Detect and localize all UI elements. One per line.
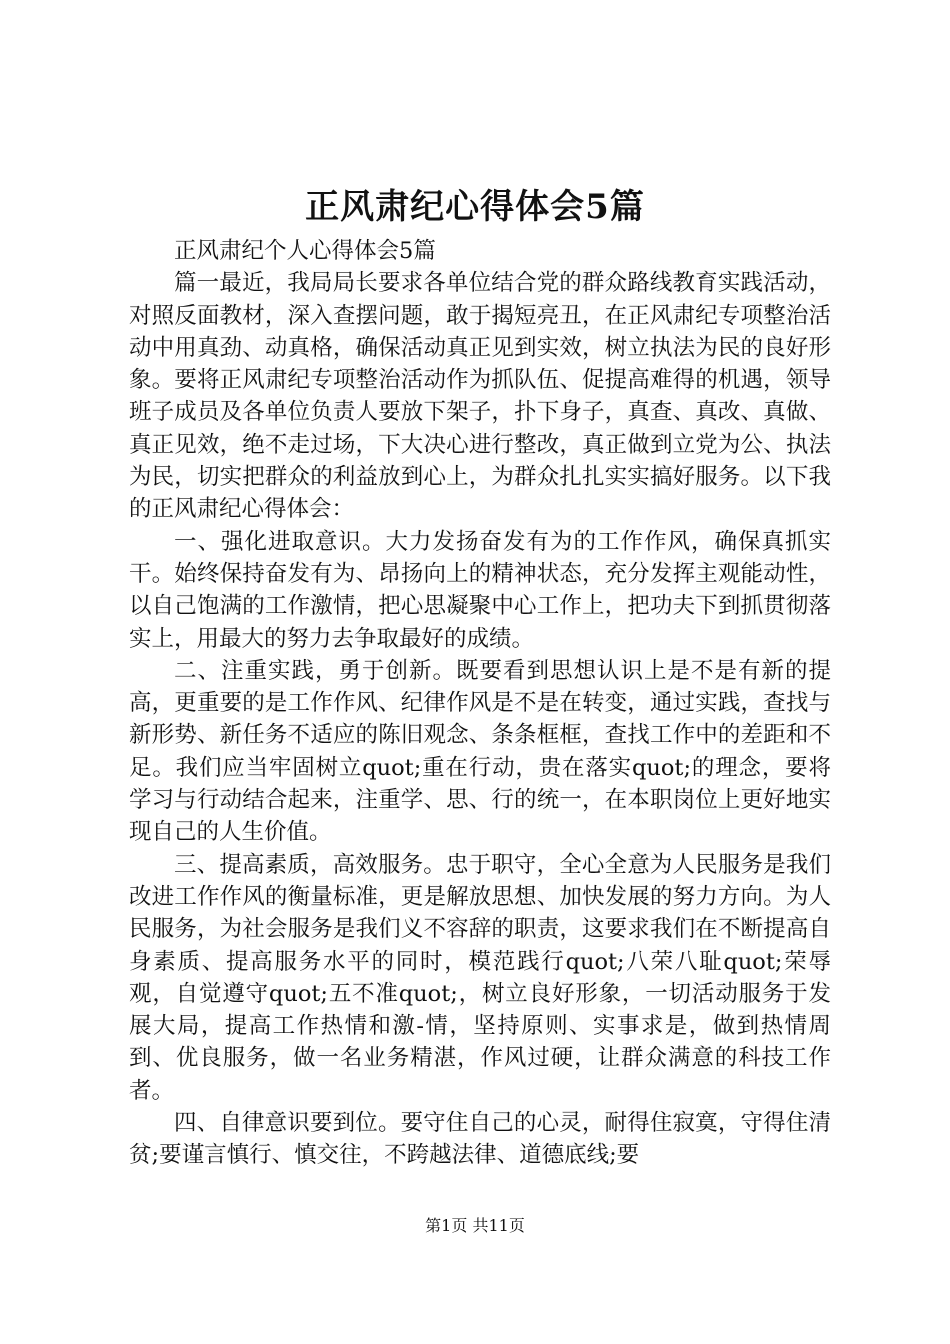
- paragraph-section-1: 一、强化进取意识。大力发扬奋发有为的工作作风，确保真抓实干。始终保持奋发有为、昂扬向上的精神状态，充分发挥主观能动性，以自己饱满的工作激情，把心思凝聚中心工作上，把功夫下到抓贯彻落实上，用最大的努力去争取最好的成绩。: [129, 528, 831, 652]
- paragraph-section-2: 二、注重实践，勇于创新。既要看到思想认识上是不是有新的提高，更重要的是工作作风、纪律作风是不是在转变，通过实践，查找与新形势、新任务不适应的陈旧观念、条条框框，查找工作中的差距和不足。我们应当牢固树立quot;重在行动，贵在落实quot;的理念，要将学习与行动结合起来，注重学、思、行的统一，在本职岗位上更好地实现自己的人生价值。: [129, 657, 831, 846]
- paragraph-section-3: 三、提高素质，高效服务。忠于职守，全心全意为人民服务是我们改进工作作风的衡量标准，更是解放思想、加快发展的努力方向。为人民服务，为社会服务是我们义不容辞的职责，这要求我们在不断提高自身素质、提高服务水平的同时，模范践行quot;八荣八耻quot;荣辱观，自觉遵守quot;五不准quot;，树立良好形象，一切活动服务于发展大局，提高工作热情和激-情，坚持原则、实事求是，做到热情周到、优良服务，做一名业务精湛，作风过硬，让群众满意的科技工作者。: [129, 851, 831, 1104]
- document-title: 正风肃纪心得体会5篇: [305, 187, 645, 227]
- page-number: 第1页: [425, 1216, 468, 1235]
- total-pages: 共11页: [472, 1216, 525, 1235]
- paragraph-section-4: 四、自律意识要到位。要守住自己的心灵，耐得住寂寞，守得住清贫;要谨言慎行、慎交往，不跨越法律、道德底线;要: [129, 1110, 831, 1169]
- document-body: [129, 235, 831, 1172]
- page-footer: [0, 1214, 950, 1238]
- subtitle-paragraph: 正风肃纪个人心得体会5篇: [174, 238, 436, 264]
- paragraph-intro: 篇一最近，我局局长要求各单位结合党的群众路线教育实践活动，对照反面教材，深入查摆问题，敢于揭短亮丑，在正风肃纪专项整治活动中用真劲、动真格，确保活动真正见到实效，树立执法为民的良好形象。要将正风肃纪专项整治活动作为抓队伍、促提高难得的机遇，领导班子成员及各单位负责人要放下架子，扑下身子，真查、真改、真做、真正见效，绝不走过场，下大决心进行整改，真正做到立党为公、执法为民，切实把群众的利益放到心上，为群众扎扎实实搞好服务。以下我的正风肃纪心得体会：: [129, 270, 831, 523]
